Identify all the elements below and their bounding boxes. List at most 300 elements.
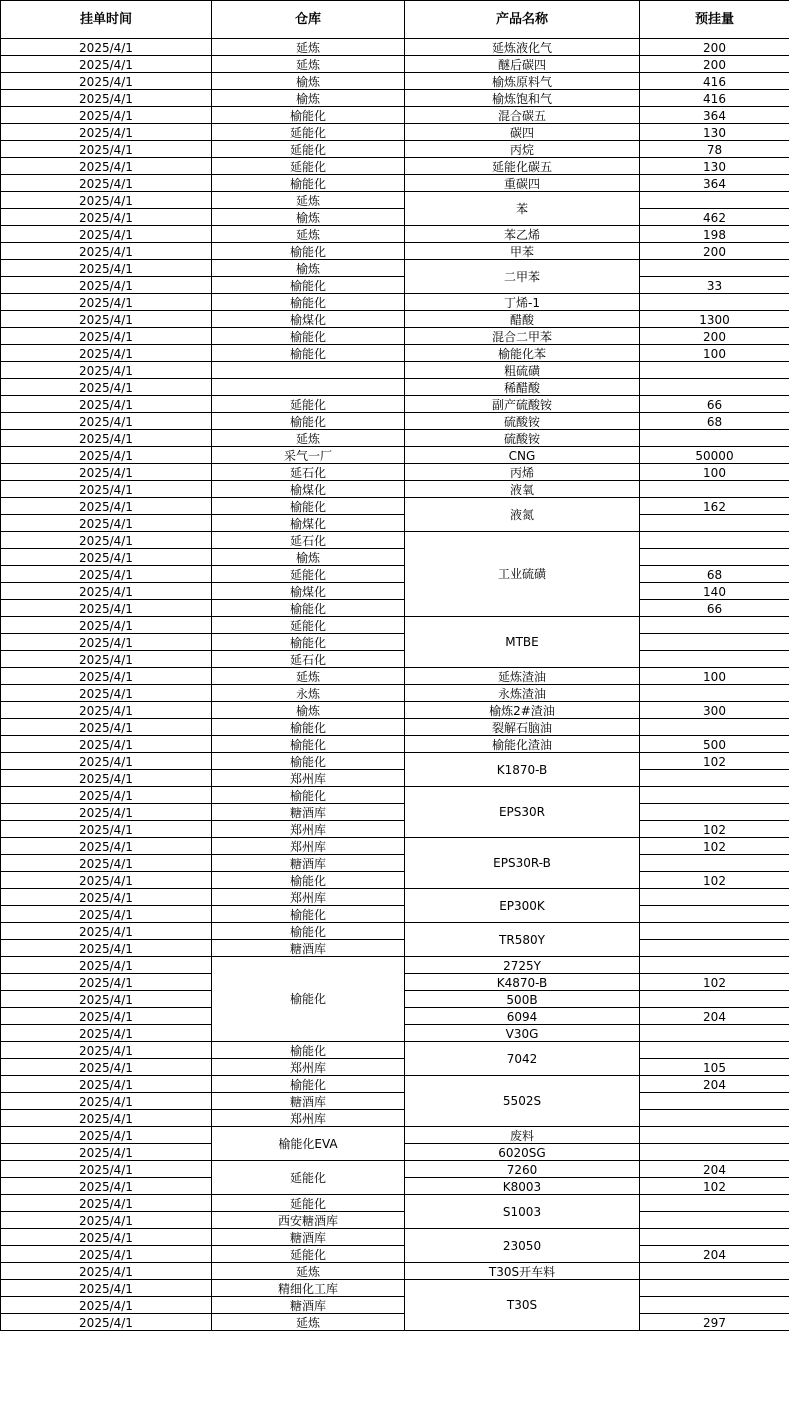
cell-quantity: 297 <box>640 1314 789 1331</box>
table-row <box>1 379 789 396</box>
cell-product: 2725Y <box>405 957 640 974</box>
cell-date: 2025/4/1 <box>1 141 212 158</box>
cell-date: 2025/4/1 <box>1 600 212 617</box>
table-row <box>1 1110 789 1127</box>
table-row <box>1 277 789 294</box>
cell-quantity <box>640 1093 789 1110</box>
cell-product: 6020SG <box>405 1144 640 1161</box>
cell-date: 2025/4/1 <box>1 617 212 634</box>
cell-date: 2025/4/1 <box>1 804 212 821</box>
table-row <box>1 1161 789 1178</box>
cell-warehouse <box>212 379 405 396</box>
cell-date: 2025/4/1 <box>1 226 212 243</box>
header-product: 产品名称 <box>405 1 640 39</box>
cell-quantity <box>640 787 789 804</box>
table-row <box>1 124 789 141</box>
table-row <box>1 328 789 345</box>
cell-date: 2025/4/1 <box>1 1042 212 1059</box>
cell-date: 2025/4/1 <box>1 753 212 770</box>
cell-product: K1870-B <box>405 753 640 787</box>
cell-quantity <box>640 991 789 1008</box>
cell-date: 2025/4/1 <box>1 464 212 481</box>
cell-date: 2025/4/1 <box>1 736 212 753</box>
table-row <box>1 430 789 447</box>
cell-quantity: 364 <box>640 175 789 192</box>
cell-product: TR580Y <box>405 923 640 957</box>
cell-date: 2025/4/1 <box>1 583 212 600</box>
cell-quantity: 33 <box>640 277 789 294</box>
table-row <box>1 1297 789 1314</box>
cell-date: 2025/4/1 <box>1 1280 212 1297</box>
cell-quantity <box>640 515 789 532</box>
table-row <box>1 260 789 277</box>
cell-quantity <box>640 362 789 379</box>
cell-product: EP300K <box>405 889 640 923</box>
cell-quantity: 200 <box>640 243 789 260</box>
cell-quantity <box>640 940 789 957</box>
cell-product: V30G <box>405 1025 640 1042</box>
cell-warehouse: 延炼 <box>212 192 405 209</box>
cell-quantity: 300 <box>640 702 789 719</box>
table-row <box>1 855 789 872</box>
cell-quantity <box>640 379 789 396</box>
table-row <box>1 719 789 736</box>
cell-quantity <box>640 719 789 736</box>
cell-product: 榆能化渣油 <box>405 736 640 753</box>
cell-date: 2025/4/1 <box>1 923 212 940</box>
cell-quantity: 198 <box>640 226 789 243</box>
table-row <box>1 549 789 566</box>
cell-quantity <box>640 549 789 566</box>
cell-warehouse: 郑州库 <box>212 770 405 787</box>
cell-date: 2025/4/1 <box>1 1059 212 1076</box>
cell-quantity: 204 <box>640 1008 789 1025</box>
cell-date: 2025/4/1 <box>1 974 212 991</box>
header-warehouse: 仓库 <box>212 1 405 39</box>
table-row <box>1 838 789 855</box>
cell-quantity <box>640 617 789 634</box>
cell-product: K8003 <box>405 1178 640 1195</box>
cell-quantity: 102 <box>640 974 789 991</box>
cell-quantity <box>640 1144 789 1161</box>
cell-warehouse: 榆煤化 <box>212 311 405 328</box>
cell-warehouse: 榆能化 <box>212 787 405 804</box>
cell-date: 2025/4/1 <box>1 1008 212 1025</box>
cell-date: 2025/4/1 <box>1 362 212 379</box>
cell-date: 2025/4/1 <box>1 413 212 430</box>
cell-product: 6094 <box>405 1008 640 1025</box>
cell-quantity: 204 <box>640 1161 789 1178</box>
cell-date: 2025/4/1 <box>1 821 212 838</box>
cell-product: 丙烯 <box>405 464 640 481</box>
cell-warehouse: 延石化 <box>212 651 405 668</box>
cell-date: 2025/4/1 <box>1 1144 212 1161</box>
cell-warehouse: 榆能化 <box>212 175 405 192</box>
cell-date: 2025/4/1 <box>1 1025 212 1042</box>
table-row <box>1 600 789 617</box>
cell-date: 2025/4/1 <box>1 685 212 702</box>
cell-product: 硫酸铵 <box>405 413 640 430</box>
table-row <box>1 634 789 651</box>
cell-warehouse: 榆能化 <box>212 872 405 889</box>
cell-warehouse: 榆能化 <box>212 753 405 770</box>
cell-warehouse: 榆炼 <box>212 260 405 277</box>
cell-date: 2025/4/1 <box>1 1161 212 1178</box>
cell-date: 2025/4/1 <box>1 396 212 413</box>
table-row <box>1 668 789 685</box>
cell-quantity <box>640 889 789 906</box>
table-row <box>1 73 789 90</box>
cell-quantity <box>640 855 789 872</box>
cell-date: 2025/4/1 <box>1 311 212 328</box>
table-row <box>1 209 789 226</box>
cell-warehouse: 榆能化 <box>212 736 405 753</box>
cell-product: 粗硫磺 <box>405 362 640 379</box>
cell-date: 2025/4/1 <box>1 1314 212 1331</box>
cell-quantity: 102 <box>640 872 789 889</box>
table-row <box>1 107 789 124</box>
cell-quantity: 416 <box>640 73 789 90</box>
cell-warehouse: 榆炼 <box>212 702 405 719</box>
cell-quantity: 66 <box>640 396 789 413</box>
cell-date: 2025/4/1 <box>1 634 212 651</box>
cell-date: 2025/4/1 <box>1 430 212 447</box>
cell-quantity <box>640 260 789 277</box>
cell-date: 2025/4/1 <box>1 447 212 464</box>
cell-date: 2025/4/1 <box>1 1297 212 1314</box>
cell-product: 混合二甲苯 <box>405 328 640 345</box>
cell-product: 7260 <box>405 1161 640 1178</box>
cell-quantity: 462 <box>640 209 789 226</box>
table-row <box>1 90 789 107</box>
cell-warehouse: 延炼 <box>212 1263 405 1280</box>
cell-product: 甲苯 <box>405 243 640 260</box>
cell-date: 2025/4/1 <box>1 294 212 311</box>
cell-date: 2025/4/1 <box>1 940 212 957</box>
cell-quantity: 78 <box>640 141 789 158</box>
cell-warehouse: 糖酒库 <box>212 1229 405 1246</box>
cell-date: 2025/4/1 <box>1 1093 212 1110</box>
cell-quantity <box>640 906 789 923</box>
table-row <box>1 362 789 379</box>
cell-date: 2025/4/1 <box>1 532 212 549</box>
cell-warehouse: 延石化 <box>212 532 405 549</box>
cell-warehouse: 榆能化 <box>212 277 405 294</box>
table-row <box>1 396 789 413</box>
cell-warehouse: 延能化 <box>212 158 405 175</box>
table-row <box>1 1246 789 1263</box>
table-row <box>1 1042 789 1059</box>
cell-warehouse: 郑州库 <box>212 889 405 906</box>
cell-warehouse: 延能化 <box>212 141 405 158</box>
cell-warehouse: 延石化 <box>212 464 405 481</box>
cell-quantity: 1300 <box>640 311 789 328</box>
cell-warehouse: 榆能化 <box>212 413 405 430</box>
table-row <box>1 56 789 73</box>
table-row <box>1 617 789 634</box>
cell-product: EPS30R <box>405 787 640 838</box>
cell-product: EPS30R-B <box>405 838 640 889</box>
cell-warehouse: 榆炼 <box>212 549 405 566</box>
table-row <box>1 1229 789 1246</box>
cell-date: 2025/4/1 <box>1 39 212 56</box>
cell-product: 液氧 <box>405 481 640 498</box>
cell-quantity <box>640 430 789 447</box>
cell-date: 2025/4/1 <box>1 277 212 294</box>
table-row <box>1 1076 789 1093</box>
table-row <box>1 923 789 940</box>
cell-warehouse: 榆煤化 <box>212 515 405 532</box>
cell-product: 7042 <box>405 1042 640 1076</box>
cell-quantity: 66 <box>640 600 789 617</box>
cell-warehouse: 采气一厂 <box>212 447 405 464</box>
cell-warehouse: 延能化 <box>212 1161 405 1195</box>
cell-product: 500B <box>405 991 640 1008</box>
table-row <box>1 651 789 668</box>
cell-date: 2025/4/1 <box>1 192 212 209</box>
cell-product: 液氮 <box>405 498 640 532</box>
cell-warehouse: 延能化 <box>212 124 405 141</box>
cell-warehouse: 糖酒库 <box>212 1093 405 1110</box>
cell-date: 2025/4/1 <box>1 107 212 124</box>
cell-product: 延炼液化气 <box>405 39 640 56</box>
cell-warehouse: 榆能化EVA <box>212 1127 405 1161</box>
cell-date: 2025/4/1 <box>1 1195 212 1212</box>
cell-warehouse: 郑州库 <box>212 838 405 855</box>
cell-date: 2025/4/1 <box>1 1263 212 1280</box>
cell-product: 永炼渣油 <box>405 685 640 702</box>
table-row <box>1 413 789 430</box>
cell-date: 2025/4/1 <box>1 1229 212 1246</box>
table-row <box>1 345 789 362</box>
table-row <box>1 447 789 464</box>
cell-quantity: 102 <box>640 1178 789 1195</box>
table-row <box>1 872 789 889</box>
cell-product: 重碳四 <box>405 175 640 192</box>
cell-date: 2025/4/1 <box>1 855 212 872</box>
cell-warehouse: 榆煤化 <box>212 481 405 498</box>
cell-date: 2025/4/1 <box>1 651 212 668</box>
cell-quantity <box>640 1212 789 1229</box>
cell-warehouse: 永炼 <box>212 685 405 702</box>
cell-product: 醋酸 <box>405 311 640 328</box>
cell-quantity <box>640 294 789 311</box>
cell-warehouse: 榆炼 <box>212 90 405 107</box>
cell-warehouse: 延能化 <box>212 396 405 413</box>
cell-warehouse: 榆能化 <box>212 1076 405 1093</box>
table-row <box>1 1059 789 1076</box>
header-row <box>1 1 789 39</box>
cell-quantity: 364 <box>640 107 789 124</box>
cell-quantity <box>640 923 789 940</box>
cell-date: 2025/4/1 <box>1 719 212 736</box>
cell-quantity <box>640 804 789 821</box>
cell-quantity: 200 <box>640 56 789 73</box>
cell-quantity <box>640 192 789 209</box>
cell-quantity <box>640 957 789 974</box>
table-row <box>1 192 789 209</box>
table-row <box>1 770 789 787</box>
cell-product: 榆炼原料气 <box>405 73 640 90</box>
cell-product: 醚后碳四 <box>405 56 640 73</box>
cell-product: 5502S <box>405 1076 640 1127</box>
cell-warehouse: 延炼 <box>212 430 405 447</box>
table-row <box>1 1195 789 1212</box>
cell-date: 2025/4/1 <box>1 158 212 175</box>
cell-date: 2025/4/1 <box>1 1127 212 1144</box>
cell-date: 2025/4/1 <box>1 838 212 855</box>
cell-warehouse: 郑州库 <box>212 1059 405 1076</box>
table-row <box>1 243 789 260</box>
cell-quantity: 100 <box>640 345 789 362</box>
cell-date: 2025/4/1 <box>1 328 212 345</box>
cell-product: 副产硫酸铵 <box>405 396 640 413</box>
cell-warehouse: 榆能化 <box>212 923 405 940</box>
cell-quantity <box>640 770 789 787</box>
cell-quantity: 100 <box>640 668 789 685</box>
cell-warehouse: 榆能化 <box>212 600 405 617</box>
table-row <box>1 753 789 770</box>
cell-product: 丁烯-1 <box>405 294 640 311</box>
cell-date: 2025/4/1 <box>1 991 212 1008</box>
cell-date: 2025/4/1 <box>1 56 212 73</box>
cell-date: 2025/4/1 <box>1 1076 212 1093</box>
cell-warehouse: 精细化工库 <box>212 1280 405 1297</box>
table-row <box>1 1212 789 1229</box>
cell-quantity: 200 <box>640 328 789 345</box>
cell-warehouse: 榆能化 <box>212 243 405 260</box>
cell-warehouse: 榆能化 <box>212 294 405 311</box>
cell-warehouse: 延炼 <box>212 1314 405 1331</box>
cell-product: T30S开车料 <box>405 1263 640 1280</box>
table-row <box>1 515 789 532</box>
cell-quantity: 68 <box>640 413 789 430</box>
cell-quantity <box>640 532 789 549</box>
cell-date: 2025/4/1 <box>1 889 212 906</box>
header-date: 挂单时间 <box>1 1 212 39</box>
table-row <box>1 1280 789 1297</box>
cell-quantity <box>640 1127 789 1144</box>
table-row <box>1 787 789 804</box>
table-row <box>1 957 789 974</box>
cell-product: 裂解石脑油 <box>405 719 640 736</box>
cell-quantity <box>640 1263 789 1280</box>
cell-warehouse: 延炼 <box>212 668 405 685</box>
cell-quantity: 200 <box>640 39 789 56</box>
cell-warehouse <box>212 362 405 379</box>
cell-date: 2025/4/1 <box>1 515 212 532</box>
cell-date: 2025/4/1 <box>1 549 212 566</box>
cell-product: 丙烷 <box>405 141 640 158</box>
cell-product: 混合碳五 <box>405 107 640 124</box>
table-row <box>1 804 789 821</box>
cell-date: 2025/4/1 <box>1 872 212 889</box>
table-row <box>1 311 789 328</box>
cell-product: CNG <box>405 447 640 464</box>
cell-warehouse: 榆能化 <box>212 1042 405 1059</box>
cell-quantity <box>640 1195 789 1212</box>
cell-warehouse: 榆能化 <box>212 906 405 923</box>
cell-date: 2025/4/1 <box>1 957 212 974</box>
cell-date: 2025/4/1 <box>1 1178 212 1195</box>
table-row <box>1 226 789 243</box>
cell-quantity: 102 <box>640 838 789 855</box>
table-row <box>1 906 789 923</box>
cell-product: 苯乙烯 <box>405 226 640 243</box>
cell-product: MTBE <box>405 617 640 668</box>
cell-quantity <box>640 1297 789 1314</box>
cell-warehouse: 榆能化 <box>212 345 405 362</box>
cell-product: 延能化碳五 <box>405 158 640 175</box>
cell-quantity: 140 <box>640 583 789 600</box>
cell-warehouse: 郑州库 <box>212 1110 405 1127</box>
table-row <box>1 175 789 192</box>
cell-quantity <box>640 1042 789 1059</box>
cell-warehouse: 延能化 <box>212 1195 405 1212</box>
table-row <box>1 481 789 498</box>
cell-quantity: 500 <box>640 736 789 753</box>
cell-quantity <box>640 634 789 651</box>
table-row <box>1 685 789 702</box>
cell-quantity: 162 <box>640 498 789 515</box>
cell-quantity: 204 <box>640 1246 789 1263</box>
cell-warehouse: 延能化 <box>212 566 405 583</box>
cell-quantity: 68 <box>640 566 789 583</box>
table-row <box>1 1093 789 1110</box>
table-row <box>1 736 789 753</box>
cell-date: 2025/4/1 <box>1 209 212 226</box>
table-row <box>1 566 789 583</box>
cell-quantity: 102 <box>640 753 789 770</box>
cell-quantity: 102 <box>640 821 789 838</box>
cell-product: 榆炼饱和气 <box>405 90 640 107</box>
cell-warehouse: 榆能化 <box>212 957 405 1042</box>
cell-product: 苯 <box>405 192 640 226</box>
cell-date: 2025/4/1 <box>1 90 212 107</box>
cell-quantity <box>640 481 789 498</box>
cell-product: 稀醋酸 <box>405 379 640 396</box>
cell-warehouse: 糖酒库 <box>212 855 405 872</box>
cell-quantity: 416 <box>640 90 789 107</box>
cell-quantity <box>640 651 789 668</box>
cell-product: 废料 <box>405 1127 640 1144</box>
cell-date: 2025/4/1 <box>1 481 212 498</box>
cell-warehouse: 榆能化 <box>212 328 405 345</box>
cell-warehouse: 榆炼 <box>212 209 405 226</box>
cell-warehouse: 糖酒库 <box>212 940 405 957</box>
cell-product: 延炼渣油 <box>405 668 640 685</box>
cell-product: 硫酸铵 <box>405 430 640 447</box>
cell-date: 2025/4/1 <box>1 1212 212 1229</box>
cell-warehouse: 榆炼 <box>212 73 405 90</box>
table-row <box>1 141 789 158</box>
cell-product: T30S <box>405 1280 640 1331</box>
cell-date: 2025/4/1 <box>1 243 212 260</box>
table-body <box>1 39 789 1331</box>
table-row <box>1 821 789 838</box>
cell-product: 工业硫磺 <box>405 532 640 617</box>
cell-quantity: 130 <box>640 124 789 141</box>
table-row <box>1 889 789 906</box>
cell-warehouse: 榆能化 <box>212 107 405 124</box>
cell-warehouse: 榆能化 <box>212 634 405 651</box>
cell-warehouse: 糖酒库 <box>212 1297 405 1314</box>
cell-date: 2025/4/1 <box>1 770 212 787</box>
cell-quantity: 100 <box>640 464 789 481</box>
cell-date: 2025/4/1 <box>1 1246 212 1263</box>
cell-product: 榆炼2#渣油 <box>405 702 640 719</box>
cell-quantity <box>640 1110 789 1127</box>
